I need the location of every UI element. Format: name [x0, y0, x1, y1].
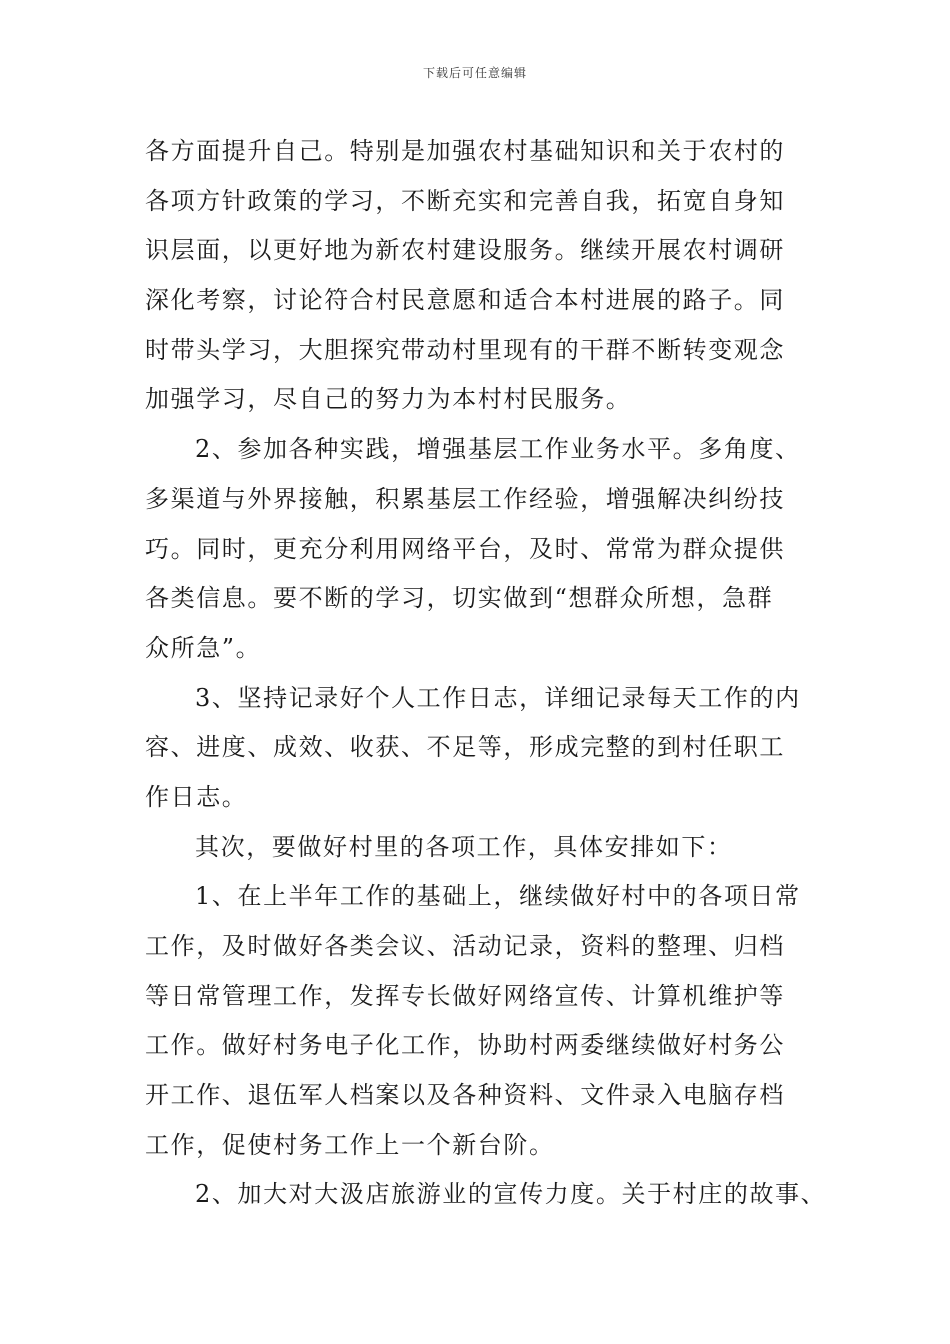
paragraph-start-line: 2、加大对大汲店旅游业的宣传力度。关于村庄的故事、: [195, 1180, 827, 1209]
text-line: 工作。做好村务电子化工作，协助村两委继续做好村务公: [145, 1031, 785, 1060]
text-line: 等日常管理工作，发挥专长做好网络宣传、计算机维护等: [145, 981, 785, 1010]
text-line: 各类信息。要不断的学习，切实做到“想群众所想，急群: [145, 584, 774, 613]
text-line: 众所急”。: [145, 633, 262, 662]
text-line: 巧。同时，更充分利用网络平台，及时、常常为群众提供: [145, 534, 785, 563]
text-line: 时带头学习，大胆探究带动村里现有的干群不断转变观念: [145, 335, 785, 364]
paragraph-start-line: 2、参加各种实践，增强基层工作业务水平。多角度、: [195, 435, 801, 464]
document-body: [145, 127, 825, 1220]
paragraph-start-line: 3、坚持记录好个人工作日志，详细记录每天工作的内: [195, 683, 801, 712]
text-line: 各方面提升自己。特别是加强农村基础知识和关于农村的: [145, 137, 785, 165]
header-note: 下载后可任意编辑: [422, 66, 527, 80]
text-line: 加强学习，尽自己的努力为本村村民服务。: [145, 385, 632, 414]
paragraph-start-line: 1、在上半年工作的基础上，继续做好村中的各项日常: [195, 882, 801, 911]
text-line: 容、进度、成效、收获、不足等，形成完整的到村任职工: [145, 733, 785, 762]
text-line: 深化考察，讨论符合村民意愿和适合本村进展的路子。同: [145, 286, 785, 315]
text-line: 各项方针政策的学习，不断充实和完善自我，拓宽自身知: [145, 186, 785, 215]
text-line: 工作，及时做好各类会议、活动记录，资料的整理、归档: [145, 932, 785, 960]
text-line: 作日志。: [145, 782, 248, 811]
text-line: 多渠道与外界接触，积累基层工作经验，增强解决纠纷技: [145, 484, 785, 513]
text-line: 识层面，以更好地为新农村建设服务。继续开展农村调研: [145, 236, 785, 265]
paragraph-start-line: 其次，要做好村里的各项工作，具体安排如下：: [195, 832, 733, 861]
text-line: 开工作、退伍军人档案以及各种资料、文件录入电脑存档: [145, 1081, 785, 1110]
text-line: 工作，促使村务工作上一个新台阶。: [145, 1130, 555, 1159]
